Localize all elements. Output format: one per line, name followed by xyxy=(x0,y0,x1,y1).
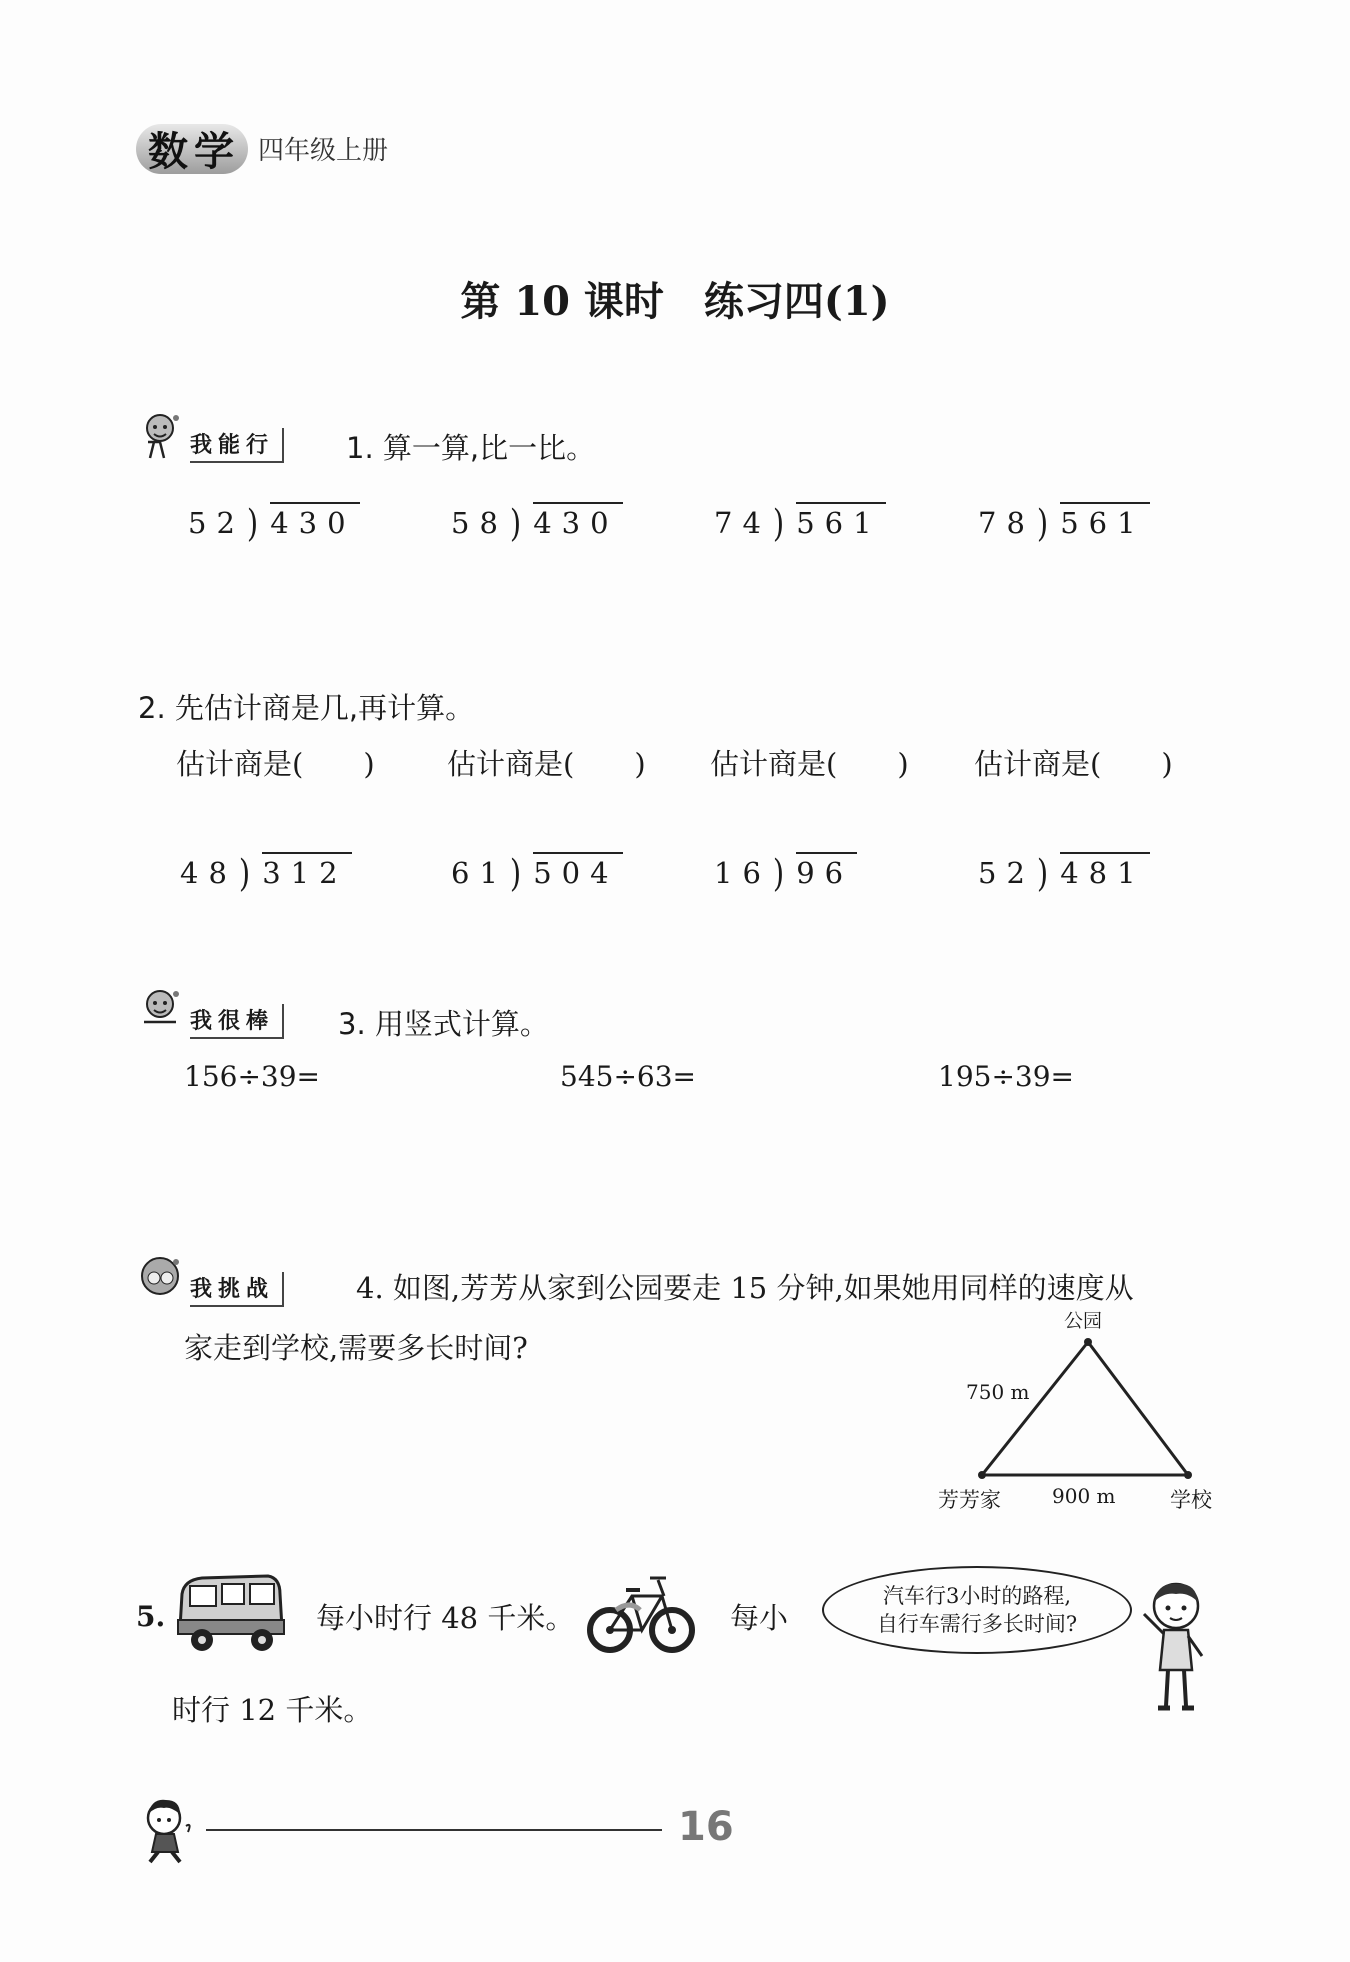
divisor: 52 xyxy=(978,856,1035,890)
divisor: 61 xyxy=(451,856,508,890)
lesson-title: 第 10 课时 练习四(1) xyxy=(460,278,890,325)
girl-character-icon xyxy=(1136,1578,1216,1716)
q4-title-line1: 4. 如图,芳芳从家到公园要走 15 分钟,如果她用同样的速度从 xyxy=(356,1271,1134,1305)
q5-number: 5. xyxy=(136,1600,166,1633)
estimate-label: 估计商是( xyxy=(710,747,838,781)
q1-title: 1. 算一算,比一比。 xyxy=(346,431,596,465)
speech-line-2: 自行车需行多长时间? xyxy=(876,1612,1078,1636)
bicycle-icon xyxy=(586,1566,696,1664)
dividend: 561 xyxy=(1060,502,1149,540)
q2-estimate-1 xyxy=(176,742,375,783)
q2-problem-4: 52)481 xyxy=(978,852,1150,890)
grade-label: 四年级上册 xyxy=(258,136,389,166)
dividend: 430 xyxy=(533,502,622,540)
q5-text-per-hour: 每小 xyxy=(730,1601,789,1635)
q2-title: 2. 先估计商是几,再计算。 xyxy=(138,691,475,725)
girl-mascot-icon xyxy=(140,988,186,1038)
q2-estimate-4 xyxy=(974,742,1173,783)
q2-problem-1: 48)312 xyxy=(180,852,352,890)
estimate-label: 估计商是( xyxy=(974,747,1102,781)
q3-expression-2: 545÷63= xyxy=(560,1060,696,1093)
estimate-close: ) xyxy=(363,747,375,781)
dividend: 561 xyxy=(796,502,885,540)
q2-estimate-3 xyxy=(710,742,909,783)
estimate-close: ) xyxy=(1161,747,1173,781)
q2-problem-2: 61)504 xyxy=(451,852,623,890)
subject-title: 数学 xyxy=(148,129,240,175)
divisor: 78 xyxy=(978,506,1035,540)
q1-problem-3: 74)561 xyxy=(714,502,886,540)
girl-mascot-icon xyxy=(140,412,186,462)
home-school-distance-label: 900 m xyxy=(1052,1484,1116,1508)
q1-problem-4: 78)561 xyxy=(978,502,1150,540)
page-number: 16 xyxy=(678,1804,734,1850)
q2-estimate-2 xyxy=(447,742,646,783)
park-label: 公园 xyxy=(1064,1310,1103,1332)
minivan-icon xyxy=(172,1570,286,1656)
section-badge-label-3: 我挑战 xyxy=(190,1272,284,1307)
estimate-close: ) xyxy=(897,747,909,781)
section-badge-3 xyxy=(140,1262,330,1308)
dividend: 96 xyxy=(796,852,857,890)
dividend: 504 xyxy=(533,852,622,890)
divisor: 52 xyxy=(188,506,245,540)
q5-car-speed-text: 每小时行 48 千米。 xyxy=(316,1601,575,1635)
section-badge-label-2: 我很棒 xyxy=(190,1004,284,1039)
q4-title-line2: 家走到学校,需要多长时间? xyxy=(184,1331,528,1365)
estimate-label: 估计商是( xyxy=(447,747,575,781)
speech-line-1: 汽车行3小时的路程, xyxy=(882,1584,1072,1608)
q3-expression-1: 156÷39= xyxy=(184,1060,320,1093)
dividend: 481 xyxy=(1060,852,1149,890)
speech-bubble xyxy=(822,1566,1132,1654)
home-park-distance-label: 750 m xyxy=(966,1380,1030,1404)
q3-title: 3. 用竖式计算。 xyxy=(338,1007,549,1041)
footer-mascot-icon xyxy=(134,1796,204,1866)
estimate-label: 估计商是( xyxy=(176,747,304,781)
page-header xyxy=(136,118,636,178)
home-label: 芳芳家 xyxy=(938,1488,1001,1512)
q1-problem-1: 52)430 xyxy=(188,502,360,540)
q3-expression-3: 195÷39= xyxy=(938,1060,1074,1093)
divisor: 74 xyxy=(714,506,771,540)
estimate-close: ) xyxy=(634,747,646,781)
section-badge-label-1: 我能行 xyxy=(190,428,284,463)
school-label: 学校 xyxy=(1170,1488,1212,1512)
q2-problem-3: 16)96 xyxy=(714,852,857,890)
dividend: 430 xyxy=(270,502,359,540)
footer-rule xyxy=(206,1829,662,1831)
dividend: 312 xyxy=(262,852,351,890)
q5-bike-speed-text: 时行 12 千米。 xyxy=(172,1693,373,1727)
section-badge-1 xyxy=(140,418,330,464)
divisor: 48 xyxy=(180,856,237,890)
kids-mascot-icon xyxy=(140,1256,186,1306)
section-badge-2 xyxy=(140,994,330,1040)
divisor: 16 xyxy=(714,856,771,890)
q1-problem-2: 58)430 xyxy=(451,502,623,540)
divisor: 58 xyxy=(451,506,508,540)
